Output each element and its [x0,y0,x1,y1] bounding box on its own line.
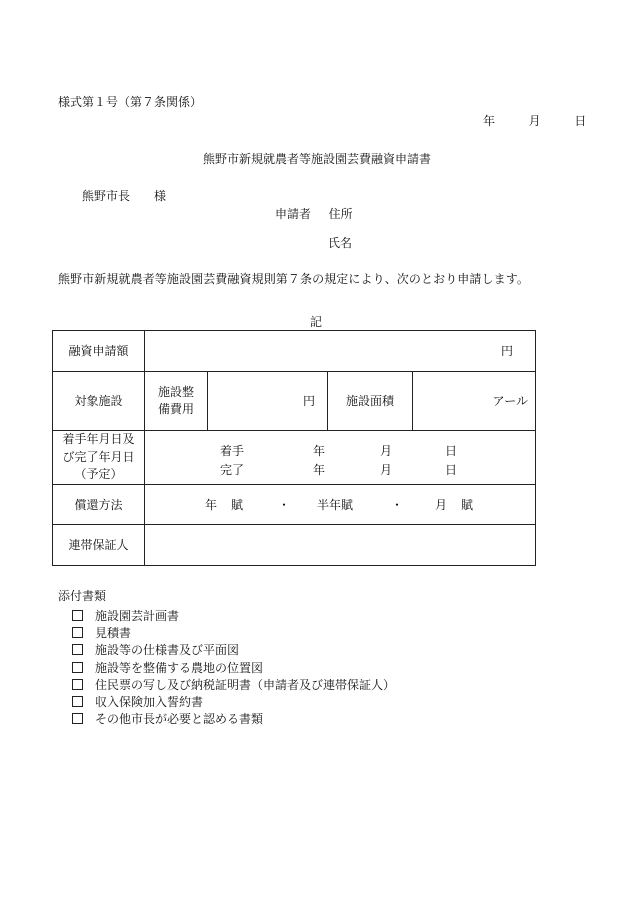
loan-amount-label: 融資申請額 [53,331,145,372]
schedule-label-line1: 着手年月日及 [62,432,135,447]
checkbox-icon[interactable] [72,610,83,621]
yen-unit: 円 [501,344,514,358]
repay-monthly-part2: 賦 [461,498,474,512]
schedule-label [53,431,145,485]
guarantor-label: 連帯保証人 [53,525,145,566]
repay-separator: ・ [278,498,291,512]
repay-annual-part1: 年 [205,498,218,512]
repay-monthly-part1: 月 [435,498,448,512]
attachment-label: 施設等を整備する農地の位置図 [95,660,264,675]
schedule-row [53,431,536,485]
complete-year-label: 年 [313,463,326,477]
loan-amount-field[interactable] [145,331,536,372]
complete-label: 完了 [220,463,245,477]
facility-area-field[interactable] [413,372,536,431]
checkbox-icon[interactable] [72,713,83,724]
repayment-label: 償還方法 [53,485,145,525]
repayment-row [53,485,536,525]
start-month-label: 月 [380,444,393,458]
yen-unit: 円 [302,394,315,408]
ki-heading: 記 [310,315,323,329]
target-facility-row [53,372,536,431]
loan-amount-row [53,331,536,372]
attachment-label: 施設園芸計画書 [95,609,180,623]
applicant-address-line [275,208,353,220]
list-item [72,694,395,711]
target-facility-label: 対象施設 [53,372,145,431]
attachment-label: 収入保険加入誓約書 [95,694,204,709]
attachments-list [72,608,395,728]
facility-cost-label-line2: 備費用 [157,402,194,416]
body-text: 熊野市新規就農者等施設園芸費融資規則第７条の規定により、次のとおり申請します。 [58,272,529,286]
list-item [72,642,395,659]
guarantor-field[interactable] [145,525,536,566]
repay-annual-part2: 賦 [231,498,244,512]
checkbox-icon[interactable] [72,679,83,690]
applicant-name-label: 氏名 [328,236,353,250]
attachment-label: 住民票の写し及び納税証明書（申請者及び連帯保証人） [95,677,396,692]
guarantor-row [53,525,536,566]
checkbox-icon[interactable] [72,662,83,673]
list-item [72,625,395,642]
schedule-field[interactable] [145,431,536,485]
document-title: 熊野市新規就農者等施設園芸費融資申請書 [202,152,431,166]
applicant-label: 申請者 [275,207,312,221]
form-number: 様式第１号（第７条関係） [58,95,203,109]
start-label: 着手 [220,444,245,458]
address-label: 住所 [328,207,353,221]
repay-separator: ・ [391,498,404,512]
date-line [483,115,586,127]
facility-area-label: 施設面積 [328,372,413,431]
application-table [52,330,536,566]
schedule-label-line3: （予定） [74,467,123,482]
checkbox-icon[interactable] [72,627,83,638]
are-unit: アール [492,394,529,408]
checkbox-icon[interactable] [72,644,83,655]
date-year-label: 年 [483,114,496,128]
complete-month-label: 月 [380,463,393,477]
list-item [72,608,395,625]
date-day-label: 日 [574,114,587,128]
complete-day-label: 日 [445,463,458,477]
list-item [72,677,395,694]
repayment-options[interactable] [145,485,536,525]
facility-cost-field[interactable] [208,372,328,431]
list-item [72,660,395,677]
repay-semiannual: 半年賦 [317,498,354,512]
list-item [72,711,395,728]
attachments-heading: 添付書類 [58,589,107,603]
start-day-label: 日 [445,444,458,458]
facility-cost-label [145,372,208,431]
schedule-label-line2: び完了年月日 [62,449,135,464]
start-year-label: 年 [313,444,326,458]
date-month-label: 月 [528,114,541,128]
checkbox-icon[interactable] [72,696,83,707]
attachment-label: その他市長が必要と認める書類 [95,712,264,727]
addressee: 熊野市長 様 [82,189,167,203]
facility-cost-label-line1: 施設整 [157,384,194,399]
attachment-label: 施設等の仕様書及び平面図 [95,643,240,658]
attachment-label: 見積書 [95,626,132,641]
